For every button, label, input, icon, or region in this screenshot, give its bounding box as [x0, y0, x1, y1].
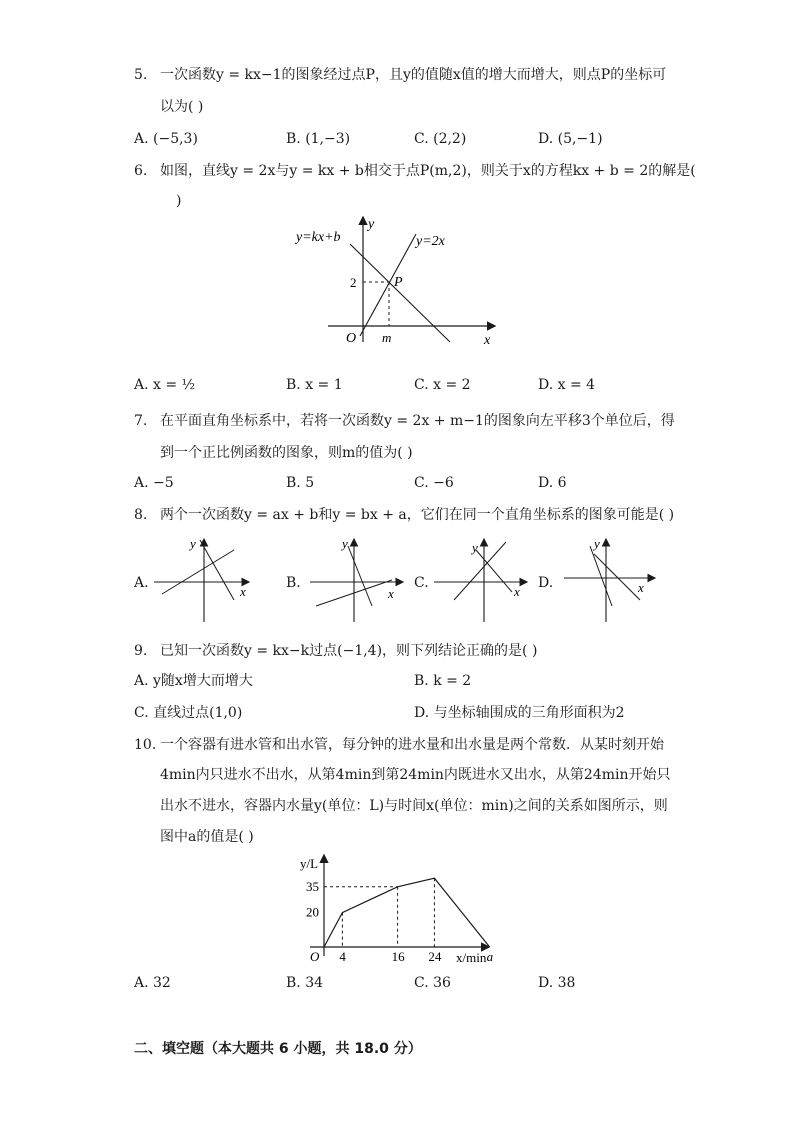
q6-text-line1: 如图，直线y = 2x与y = kx + b相交于点P(m,2)，则关于x的方程kx + b = 2的解是(: [160, 163, 696, 179]
q9-number: 9.: [134, 643, 148, 659]
q6-label-p: P: [394, 275, 403, 290]
q9-option-a[interactable]: A. y随x增大而增大: [134, 673, 253, 689]
q6-label-kxb: y=kx+b: [296, 230, 341, 245]
q10-text-line3: 出水不进水，容器内水量y(单位：L)与时间x(单位：min)之间的关系如图所示，则: [160, 798, 668, 814]
q5-option-a[interactable]: A. (−5,3): [134, 131, 198, 147]
q8-option-d[interactable]: D.: [538, 575, 554, 591]
q6-label-y: y: [368, 217, 375, 232]
q8-graph-a[interactable]: [152, 536, 252, 626]
q8-graph-b[interactable]: [308, 536, 408, 626]
q6-option-b[interactable]: B. x = 1: [286, 377, 343, 393]
q8c-x: x: [514, 584, 520, 599]
q6-number: 6.: [134, 163, 148, 179]
q8b-x: x: [388, 586, 394, 601]
section-2-title: 二、填空题（本大题共 6 小题，共 18.0 分）: [134, 1041, 422, 1057]
q6-text-line2: ): [176, 193, 182, 209]
q10-xtick-16: 16: [391, 949, 405, 964]
q9-text-line1: 已知一次函数y = kx−k过点(−1,4)，则下列结论正确的是( ): [160, 643, 538, 659]
q9-option-b[interactable]: B. k = 2: [414, 673, 472, 689]
q8-option-b[interactable]: B.: [286, 575, 301, 591]
q10-xtick-24: 24: [428, 949, 442, 964]
q10-xtick-a: a: [486, 949, 494, 964]
q10-text-line4: 图中a的值是( ): [160, 829, 254, 845]
q8b-y: y: [342, 536, 348, 551]
q6-label-x: x: [484, 333, 491, 348]
q10-xlabel: x/min: [456, 950, 487, 965]
q7-text-line2: 到一个正比例函数的图象，则m的值为( ): [160, 445, 413, 461]
q6-option-c[interactable]: C. x = 2: [414, 377, 471, 393]
q6-label-2: 2: [350, 275, 357, 290]
q9-option-c[interactable]: C. 直线过点(1,0): [134, 705, 243, 721]
q6-figure: [290, 212, 500, 352]
q10-number: 10.: [134, 737, 157, 753]
q5-option-c[interactable]: C. (2,2): [414, 131, 467, 147]
q7-option-a[interactable]: A. −5: [134, 475, 174, 491]
q6-line-2x: [360, 234, 416, 336]
q6-option-a[interactable]: A. x = ½: [134, 377, 196, 393]
q10-option-b[interactable]: B. 34: [286, 975, 324, 991]
q10-ytick-35: 35: [306, 878, 319, 894]
q5-number: 5.: [134, 67, 148, 83]
q9-option-d[interactable]: D. 与坐标轴围成的三角形面积为2: [414, 705, 625, 721]
q8-option-a[interactable]: A.: [134, 575, 149, 591]
q8-graph-d[interactable]: [560, 536, 660, 626]
q10-series-line: [324, 878, 490, 947]
q6-label-m: m: [382, 330, 392, 345]
q10-ylabel: y/L: [300, 856, 319, 871]
q8d-y: y: [594, 536, 600, 551]
q7-option-c[interactable]: C. −6: [414, 475, 454, 491]
q5-option-b[interactable]: B. (1,−3): [286, 131, 351, 147]
q10-ytick-20: 20: [306, 904, 319, 920]
q8d-x: x: [638, 580, 644, 595]
q10-option-d[interactable]: D. 38: [538, 975, 576, 991]
q8a-y: y: [190, 536, 196, 551]
q5-text-line2: 以为( ): [160, 99, 204, 115]
q10-text-line2: 4min内只进水不出水，从第4min到第24min内既进水又出水，从第24min开始只: [160, 767, 671, 783]
q8c-y: y: [472, 540, 478, 555]
q7-option-d[interactable]: D. 6: [538, 475, 567, 491]
q5-option-d[interactable]: D. (5,−1): [538, 131, 603, 147]
q7-number: 7.: [134, 413, 148, 429]
q10-xtick-4: 4: [339, 949, 346, 964]
q6-label-o: O: [346, 331, 357, 346]
q8-option-c[interactable]: C.: [414, 575, 429, 591]
q6-option-d[interactable]: D. x = 4: [538, 377, 596, 393]
q8-text-line1: 两个一次函数y = ax + b和y = bx + a，它们在同一个直角坐标系的图象可能是( ): [160, 507, 675, 523]
q7-option-b[interactable]: B. 5: [286, 475, 315, 491]
q8-number: 8.: [134, 507, 148, 523]
q7-text-line1: 在平面直角坐标系中，若将一次函数y = 2x + m−1的图象向左平移3个单位后，得: [160, 413, 675, 429]
q10-origin: O: [310, 949, 320, 964]
q6-label-2x: y=2x: [416, 234, 445, 249]
q10-chart: [296, 852, 496, 968]
q10-option-c[interactable]: C. 36: [414, 975, 451, 991]
q8a-x: x: [240, 584, 246, 599]
q8-graph-c[interactable]: [432, 536, 532, 626]
q5-text-line1: 一次函数y = kx−1的图象经过点P，且y的值随x值的增大而增大，则点P的坐标可: [160, 67, 667, 83]
q10-option-a[interactable]: A. 32: [134, 975, 171, 991]
q10-text-line1: 一个容器有进水管和出水管，每分钟的进水量和出水量是两个常数．从某时刻开始: [160, 737, 664, 753]
